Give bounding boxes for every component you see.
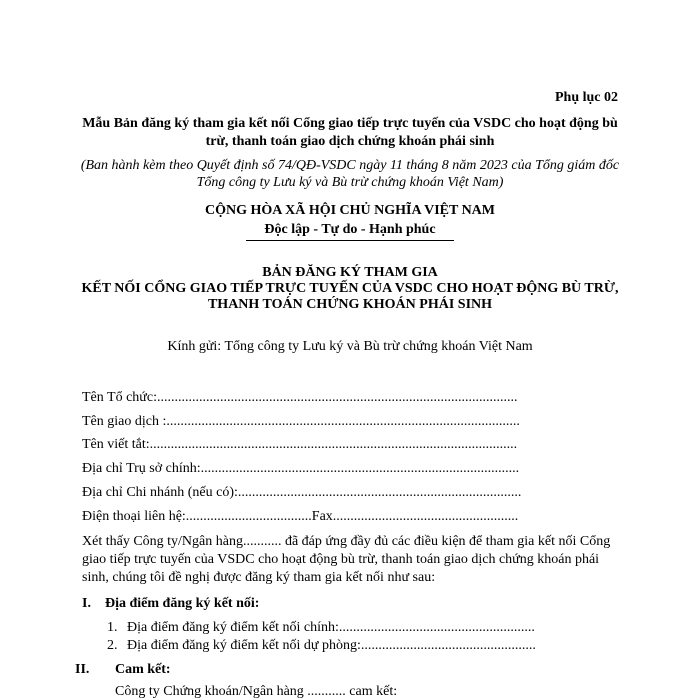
section-1-title: Địa điểm đăng ký kết nối: [105,596,260,611]
national-motto: Độc lập - Tự do - Hạnh phúc [246,222,453,241]
field-short-name: Tên viết tắt:......................................................................................................... [82,437,518,452]
issued-note [0,157,700,191]
greeting: Kính gửi: Tổng công ty Lưu ký và Bù trừ chứng khoán Việt Nam [167,339,533,354]
form-title-line-3: THANH TOÁN CHỨNG KHOÁN PHÁI SINH [207,297,493,312]
section-2-commitment-line: Công ty Chứng khoán/Ngân hàng ........... cam kết: [115,684,398,699]
section-2-number: II. [75,662,90,677]
field-head-office-address: Địa chỉ Trụ sở chính:........................................................................................... [82,461,520,476]
section-1-item-1-number: 1. [107,620,118,635]
national-title: CỘNG HÒA XÃ HỘI CHỦ NGHĨA VIỆT NAM [204,203,495,218]
motto-wrap [0,220,700,241]
section-1-item-2-number: 2. [107,638,118,653]
form-title-line-2: KẾT NỐI CỔNG GIAO TIẾP TRỰC TUYẾN CỦA VSDC CHO HOẠT ĐỘNG BÙ TRỪ, [81,281,619,296]
section-1-item-2-text: Địa điểm đăng ký điểm kết nối dự phòng:.................................................. [127,638,536,653]
field-trade-name: Tên giao dịch :..................................................................................................... [82,414,520,429]
section-2-title: Cam kết: [115,662,171,677]
field-branch-address: Địa chỉ Chi nhánh (nếu có):................................................................................. [82,485,522,500]
section-1-item-1-text: Địa điểm đăng ký điểm kết nối chính:........................................................ [127,620,535,635]
form-title-line-1: BẢN ĐĂNG KÝ THAM GIA [262,265,438,280]
issued-line-1: (Ban hành kèm theo Quyết định số 74/QĐ-VSDC ngày 11 tháng 8 năm 2023 của Tổng giám đốc [80,158,620,173]
field-phone-fax: Điện thoại liên hệ:....................................Fax..................................................... [82,509,519,524]
document-title [0,115,700,151]
section-1-number: I. [82,596,91,611]
form-title [0,265,700,313]
title-line-1: Mẫu Bản đăng ký tham gia kết nối Cổng giao tiếp trực tuyến của VSDC cho hoạt động bù [82,116,618,131]
title-line-2: trừ, thanh toán giao dịch chứng khoán phái sinh [205,134,495,149]
field-organization-name: Tên Tổ chức:....................................................................................................... [82,390,518,405]
appendix-label: Phụ lục 02 [554,90,618,105]
intro-paragraph: Xét thấy Công ty/Ngân hàng........... đã đáp ứng đầy đủ các điều kiện để tham gia kết nối Cổng giao tiếp trực tuyến của VSDC cho hoạt động bù trừ, thanh toán giao dịch chứng khoán phái sinh, chúng tôi đề nghị được đăng ký tham gia kết nối như sau: [82,534,611,585]
issued-line-2: Tổng công ty Lưu ký và Bù trừ chứng khoán Việt Nam) [196,175,504,190]
